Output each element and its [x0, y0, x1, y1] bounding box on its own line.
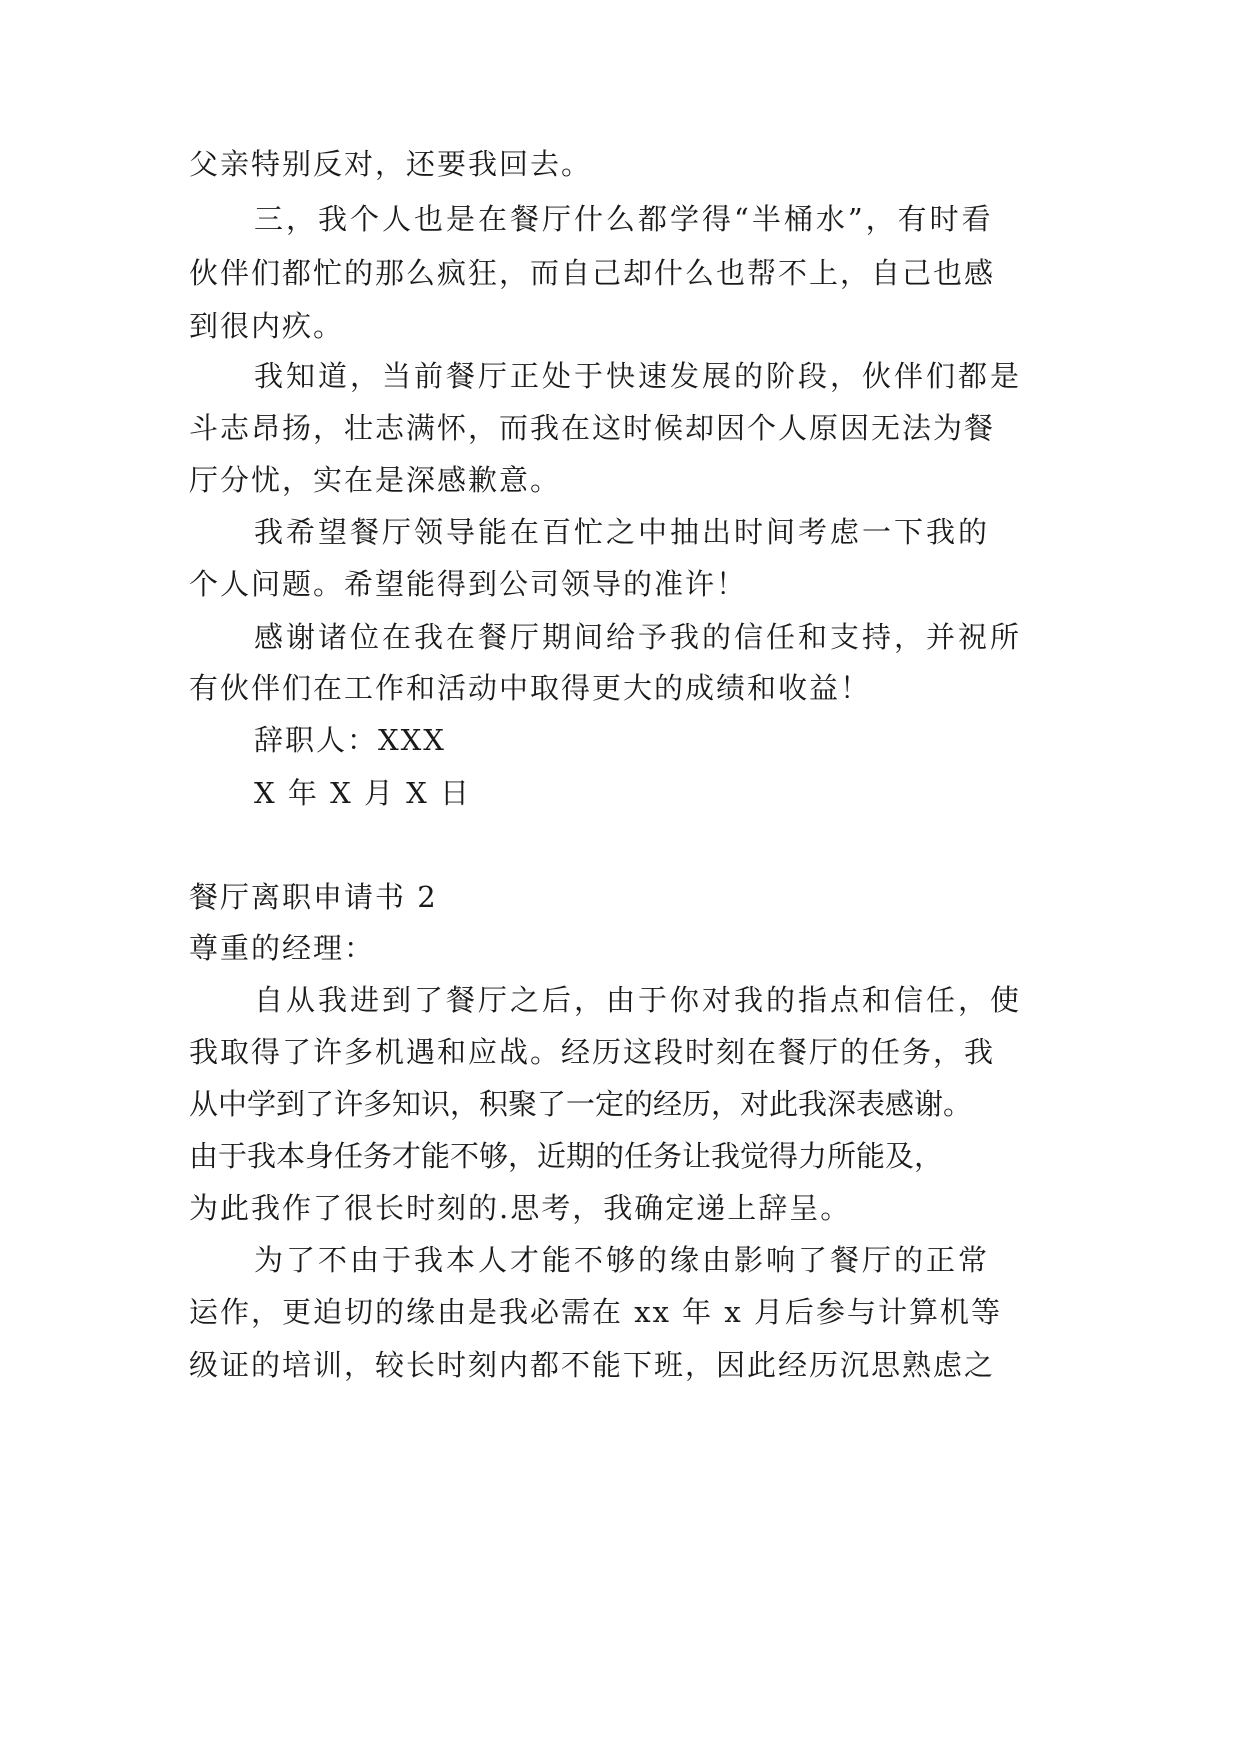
date-line: X 年 X 月 X 日 [254, 776, 472, 810]
body-line: 自从我进到了餐厅之后，由于你对我的指点和信任，使 [254, 983, 1023, 1017]
body-line: 三，我个人也是在餐厅什么都学得“半桶水”，有时看 [254, 202, 994, 236]
signer-line: 辞职人：XXX [254, 723, 446, 757]
body-line: 为了不由于我本人才能不够的缘由影响了餐厅的正常 [254, 1243, 991, 1277]
body-line: 从中学到了许多知识，积聚了一定的经历，对此我深表感谢。 [189, 1087, 973, 1121]
body-line: 我取得了许多机遇和应战。经历这段时刻在餐厅的任务，我 [189, 1035, 996, 1069]
body-line: 到很内疚。 [189, 309, 345, 343]
body-line: 有伙伴们在工作和活动中取得更大的成绩和收益！ [189, 671, 872, 705]
body-line: 运作，更迫切的缘由是我必需在 xx 年 x 月后参与计算机等 [189, 1295, 1002, 1329]
body-line: 父亲特别反对，还要我回去。 [189, 147, 593, 181]
body-line: 斗志昂扬，壮志满怀，而我在这时候却因个人原因无法为餐 [189, 411, 996, 445]
body-line: 为此我作了很长时刻的.思考，我确定递上辞呈。 [189, 1191, 852, 1225]
greeting-line: 尊重的经理： [189, 931, 376, 965]
body-line: 伙伴们都忙的那么疯狂，而自己却什么也帮不上，自己也感 [189, 256, 996, 290]
body-line: 由于我本身任务才能不够，近期的任务让我觉得力所能及， [189, 1139, 944, 1173]
body-line: 级证的培训，较长时刻内都不能下班，因此经历沉思熟虑之 [189, 1348, 996, 1382]
body-line: 厅分忧，实在是深感歉意。 [189, 463, 562, 497]
body-line: 个人问题。希望能得到公司领导的准许！ [189, 567, 748, 601]
body-line: 我知道，当前餐厅正处于快速发展的阶段，伙伴们都是 [254, 359, 1023, 393]
body-line: 感谢诸位在我在餐厅期间给予我的信任和支持，并祝所 [254, 620, 1023, 654]
section-title: 餐厅离职申请书 2 [189, 880, 438, 914]
body-line: 我希望餐厅领导能在百忙之中抽出时间考虑一下我的 [254, 515, 991, 549]
